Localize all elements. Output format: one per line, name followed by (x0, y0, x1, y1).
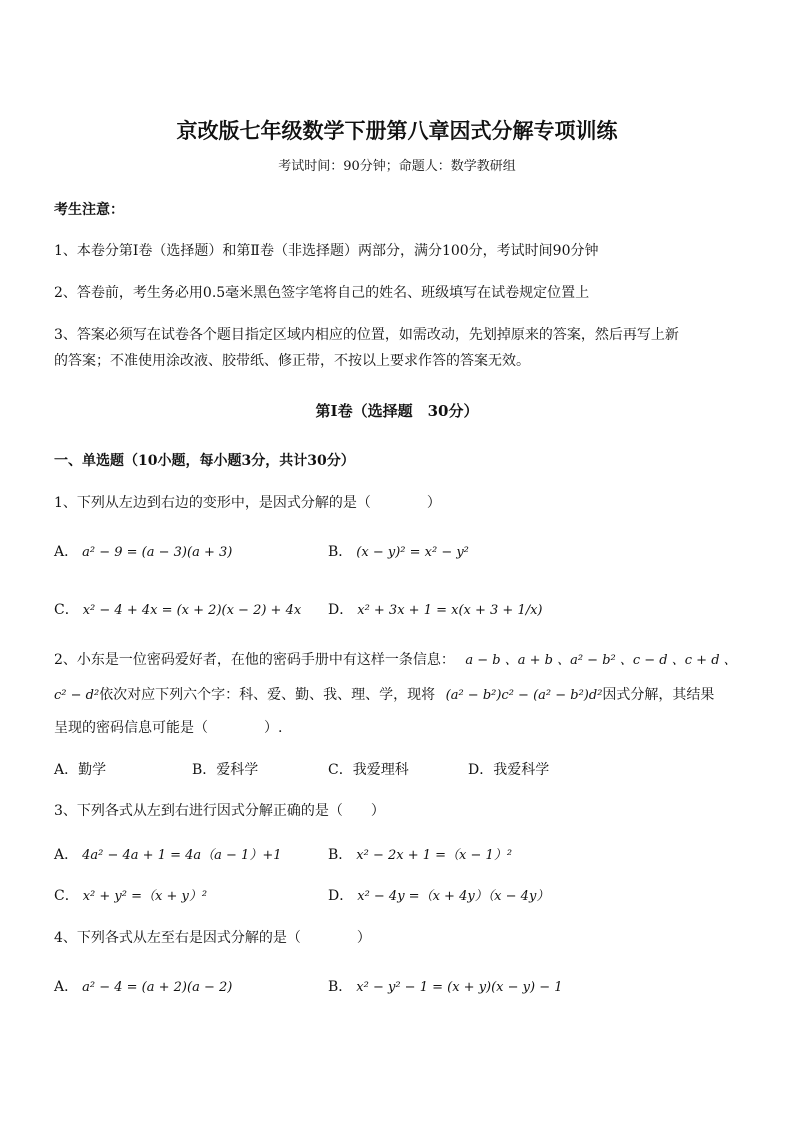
option-label: A． (54, 762, 79, 778)
option-expression: a² − 4 = (a + 2)(a − 2) (82, 980, 233, 995)
option-text: 勤学 (78, 762, 107, 778)
option-expression: 4a² − 4a + 1 = 4a（a − 1）+1 (82, 848, 282, 863)
option-expression: x² + y² =（x + y）² (82, 889, 208, 904)
option-label: B． (328, 544, 353, 560)
section1-title: 一、单选题（10小题，每小题3分，共计30分） (54, 453, 355, 469)
question-3-stem: 3、下列各式从左到右进行因式分解正确的是（ ） (54, 803, 385, 819)
question-2-stem-line3: 呈现的密码信息可能是（ ）. (54, 720, 283, 736)
q3-option-b (328, 846, 512, 865)
q2-option-d (468, 761, 549, 779)
option-label: D． (328, 602, 354, 618)
notice-item-3-cont: 的答案；不准使用涂改液、胶带纸、修正带，不按以上要求作答的答案无效。 (54, 353, 530, 369)
part1-title: 第Ⅰ卷（选择题 30分） (315, 402, 479, 420)
option-expression: a² − 9 = (a − 3)(a + 3) (82, 545, 233, 560)
q2-option-a (54, 761, 106, 779)
q1-option-a (54, 543, 232, 562)
q3-option-d (328, 887, 549, 906)
q1-option-c (54, 601, 301, 620)
notice-item-3: 3、答案必须写在试卷各个题目指定区域内相应的位置，如需改动，先划掉原来的答案，然后再写上新 (54, 327, 679, 343)
option-expression: x² + 3x + 1 = x(x + 3 + 1/x) (357, 603, 543, 618)
q2-text: 依次对应下列六个字：科、爱、勤、我、理、学，现将 (99, 687, 436, 703)
q2-option-c (328, 761, 409, 779)
option-label: D． (468, 762, 494, 778)
q4-option-b (328, 978, 563, 997)
option-expression: x² − 2x + 1 =（x − 1）² (356, 848, 513, 863)
question-2-stem-line1 (54, 651, 737, 670)
option-label: B． (192, 762, 217, 778)
option-expression: x² − 4 + 4x = (x + 2)(x − 2) + 4x (82, 603, 302, 618)
q4-option-a (54, 978, 232, 997)
option-label: A． (54, 979, 79, 995)
option-expression: x² − 4y =（x + 4y）（x − 4y） (357, 889, 550, 904)
q2-text: 因式分解，其结果 (602, 687, 715, 703)
question-1-stem: 1、下列从左边到右边的变形中，是因式分解的是（ ） (54, 495, 441, 511)
q1-option-d (328, 601, 543, 620)
option-text: 我爱理科 (352, 762, 409, 778)
option-label: C． (328, 762, 353, 778)
option-label: B． (328, 847, 353, 863)
q2-text: 2、小东是一位密码爱好者，在他的密码手册中有这样一条信息： (54, 652, 455, 668)
question-4-stem: 4、下列各式从左至右是因式分解的是（ ） (54, 930, 371, 946)
q2-math-c2-d2: c² − d² (54, 688, 100, 703)
question-2-stem-line2 (54, 686, 714, 705)
notice-item-2: 2、答卷前，考生务必用0.5毫米黑色签字笔将自己的姓名、班级填写在试卷规定位置上 (54, 285, 590, 301)
q3-option-a (54, 846, 282, 865)
q2-option-b (192, 761, 258, 779)
option-expression: x² − y² − 1 = (x + y)(x − y) − 1 (356, 980, 563, 995)
option-label: A． (54, 544, 79, 560)
option-text: 我爱科学 (493, 762, 550, 778)
notice-heading: 考生注意： (54, 202, 124, 218)
option-label: D． (328, 888, 354, 904)
q2-math-list: a − b 、a + b 、a² − b² 、c − d 、c + d 、 (465, 653, 737, 668)
q1-option-b (328, 543, 469, 562)
notice-item-1: 1、本卷分第Ⅰ卷（选择题）和第Ⅱ卷（非选择题）两部分，满分100分，考试时间90分钟 (54, 243, 599, 259)
exam-subtitle: 考试时间：90分钟；命题人：数学教研组 (278, 159, 516, 174)
exam-title: 京改版七年级数学下册第八章因式分解专项训练 (176, 118, 618, 143)
option-text: 爱科学 (216, 762, 259, 778)
option-label: A． (54, 847, 79, 863)
q2-math-expression: (a² − b²)c² − (a² − b²)d² (445, 688, 603, 703)
q3-option-c (54, 887, 207, 906)
option-label: C． (54, 888, 79, 904)
option-expression: (x − y)² = x² − y² (356, 545, 469, 560)
option-label: B． (328, 979, 353, 995)
option-label: C． (54, 602, 79, 618)
